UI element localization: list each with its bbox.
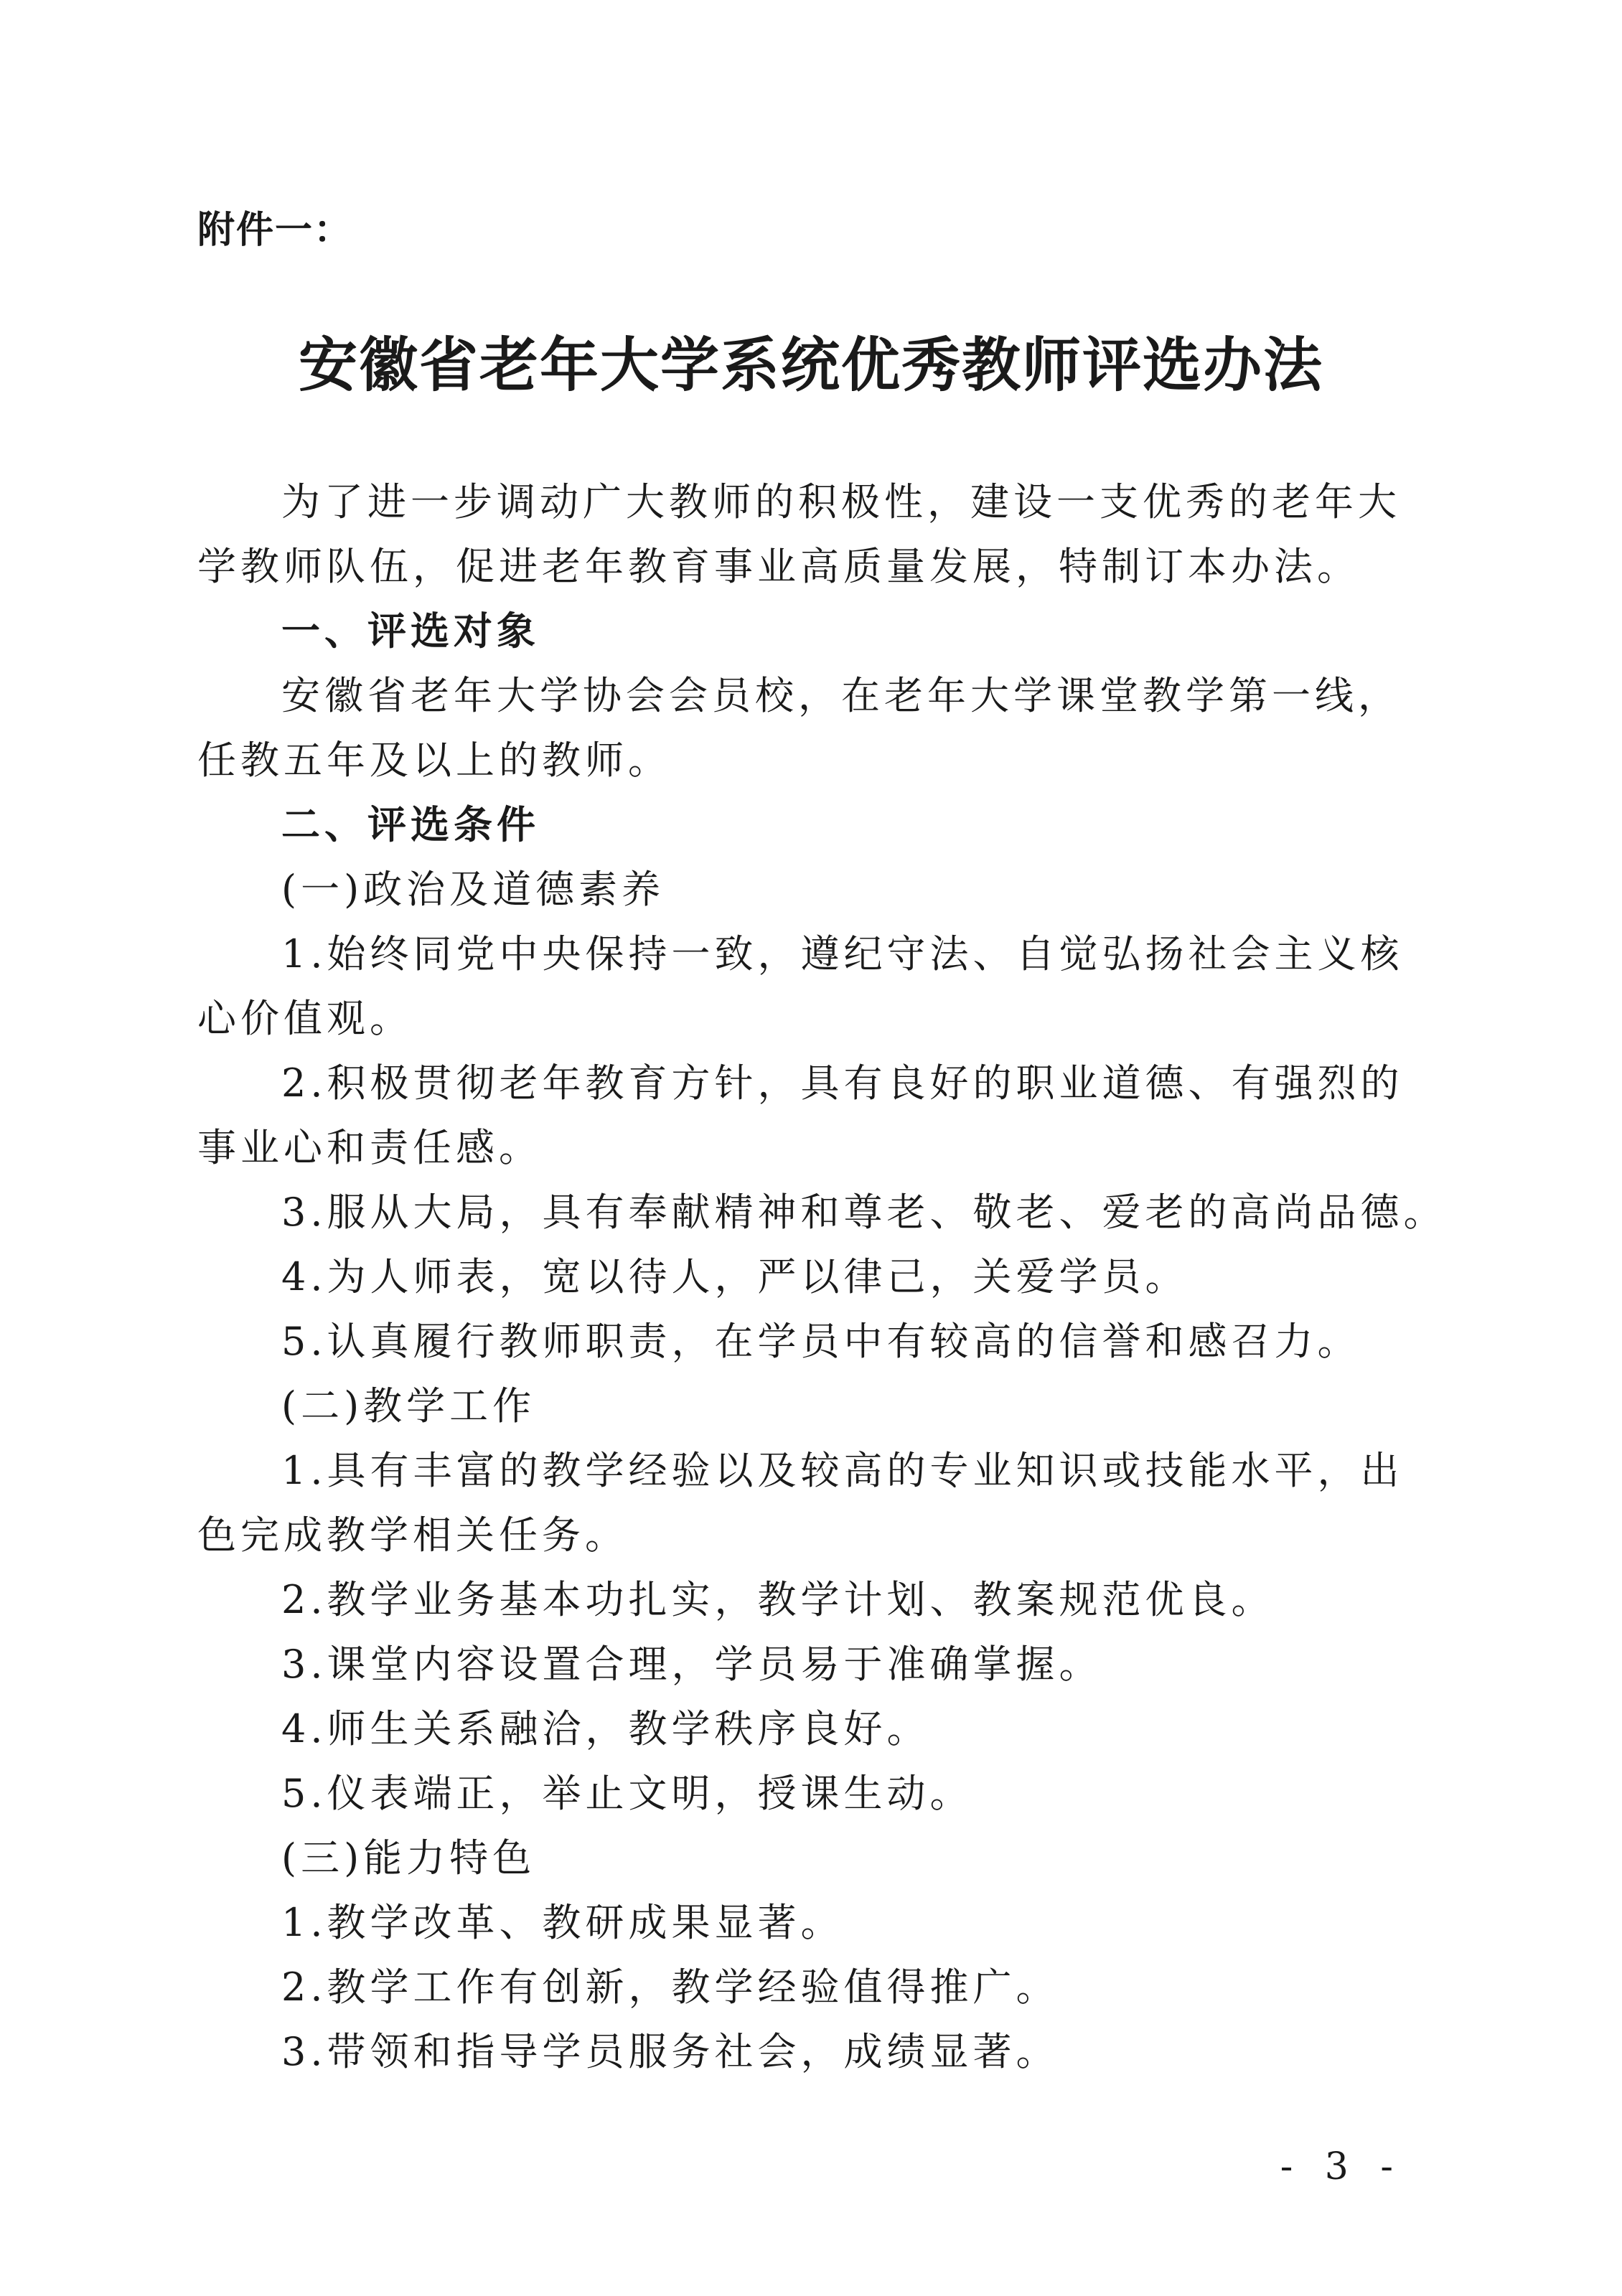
paragraph-line: 安徽省老年大学协会会员校，在老年大学课堂教学第一线， xyxy=(281,673,1401,718)
list-item: 1.教学改革、教研成果显著。 xyxy=(281,1900,844,1945)
list-item: 3.服从大局，具有奉献精神和尊老、敬老、爱老的高尚品德。 xyxy=(281,1190,1447,1235)
paragraph-line: 任教五年及以上的教师。 xyxy=(197,738,671,783)
list-item xyxy=(197,1051,1403,1180)
paragraph-line: 学教师队伍，促进老年教育事业高质量发展，特制订本办法。 xyxy=(197,544,1360,589)
subsection-heading-1: (一)政治及道德素养 xyxy=(281,867,665,912)
list-item: 3.课堂内容设置合理，学员易于准确掌握。 xyxy=(281,1642,1102,1687)
list-item: 5.认真履行教师职责，在学员中有较高的信誉和感召力。 xyxy=(281,1319,1361,1364)
page-number: - 3 - xyxy=(1280,2145,1403,2188)
list-item: 5.仪表端正，举止文明，授课生动。 xyxy=(281,1771,973,1816)
list-item: 4.为人师表，宽以待人，严以律己，关爱学员。 xyxy=(281,1254,1189,1299)
attachment-label: 附件一： xyxy=(197,209,353,252)
paragraph-line: 1.具有丰富的教学经验以及较高的专业知识或技能水平，出 xyxy=(281,1448,1404,1493)
paragraph-line: 1.始终同党中央保持一致，遵纪守法、自觉弘扬社会主义核 xyxy=(281,931,1404,977)
section-heading-1: 一、评选对象 xyxy=(281,608,540,654)
paragraph-line: 色完成教学相关任务。 xyxy=(197,1512,628,1558)
paragraph-line: 心价值观。 xyxy=(197,996,413,1041)
paragraph-line: 2.积极贯彻老年教育方针，具有良好的职业道德、有强烈的 xyxy=(281,1060,1404,1106)
document-body xyxy=(197,470,1447,2084)
section-heading-2: 二、评选条件 xyxy=(281,802,540,847)
list-item xyxy=(197,1439,1403,1568)
list-item: 2.教学工作有创新，教学经验值得推广。 xyxy=(281,1965,1059,2010)
subsection-heading-2: (二)教学工作 xyxy=(281,1383,536,1429)
paragraph-line: 事业心和责任感。 xyxy=(197,1125,542,1170)
subsection-heading-3: (三)能力特色 xyxy=(281,1835,536,1881)
paragraph-line: 为了进一步调动广大教师的积极性，建设一支优秀的老年大 xyxy=(281,479,1401,524)
list-item xyxy=(197,922,1403,1051)
paragraph-intro xyxy=(197,470,1403,599)
list-item: 2.教学业务基本功扎实，教学计划、教案规范优良。 xyxy=(281,1577,1275,1622)
paragraph-target xyxy=(197,664,1403,793)
list-item: 3.带领和指导学员服务社会，成绩显著。 xyxy=(281,2029,1059,2074)
document-title: 安徽省老年大学系统优秀教师评选办法 xyxy=(298,331,1323,400)
list-item: 4.师生关系融洽，教学秩序良好。 xyxy=(281,1706,930,1751)
